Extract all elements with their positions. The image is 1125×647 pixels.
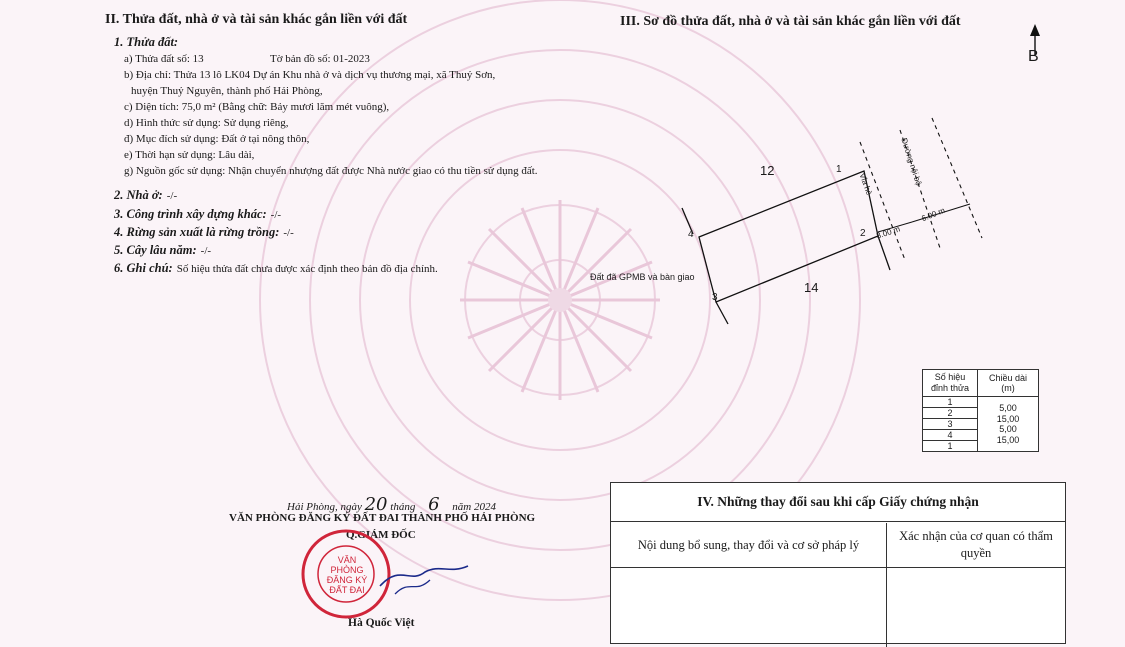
note-row bbox=[114, 259, 438, 277]
point-3-label: 3 bbox=[712, 292, 718, 303]
north-label: B bbox=[1028, 48, 1039, 65]
changes-column-authority: Xác nhận của cơ quan có thẩm quyền bbox=[887, 523, 1065, 568]
road-edge-1 bbox=[857, 142, 905, 260]
adjacent-line-bottom bbox=[716, 302, 728, 324]
map-sheet-number: Tờ bản đồ số: 01-2023 bbox=[270, 53, 370, 65]
edge-length-table bbox=[922, 369, 1039, 452]
construction-value: -/- bbox=[270, 209, 282, 221]
perennial-row bbox=[114, 241, 211, 259]
length-value: 15,00 bbox=[996, 413, 1020, 424]
header-length: Chiều dài (m) bbox=[978, 370, 1039, 397]
date-year: năm 2024 bbox=[452, 501, 496, 513]
perennial-value: -/- bbox=[200, 245, 212, 257]
date-month: 6 bbox=[428, 494, 440, 515]
stamp-line-1: VĂN PHÒNG bbox=[330, 555, 364, 575]
length-cell bbox=[978, 397, 1039, 452]
changes-column-content: Nội dung bổ sung, thay đổi và cơ sở pháp lý bbox=[611, 523, 887, 568]
point-2-label: 2 bbox=[860, 228, 866, 239]
signer-role: Q.GIÁM ĐỐC bbox=[346, 529, 416, 541]
stamp-text bbox=[321, 555, 373, 595]
point-cell: 2 bbox=[923, 408, 978, 419]
forest-value: -/- bbox=[283, 227, 294, 239]
dim-3m-label: 3.00 m bbox=[875, 224, 902, 241]
house-label: 2. Nhà ở: bbox=[114, 188, 163, 202]
date-month-word: tháng bbox=[390, 501, 416, 513]
construction-row bbox=[114, 205, 281, 223]
length-value: 5,00 bbox=[999, 403, 1017, 413]
note-value: Số hiệu thửa đất chưa được xác định theo bản đồ địa chính. bbox=[176, 263, 438, 275]
sidewalk-edge bbox=[878, 236, 890, 270]
office-name: VĂN PHÒNG ĐĂNG KÝ ĐẤT ĐAI THÀNH PHỐ HẢI PHÒNG bbox=[229, 512, 536, 524]
parcel-number: a) Thửa đất số: 13 bbox=[124, 53, 204, 65]
parcel-12-label: 12 bbox=[760, 163, 775, 178]
point-cell: 4 bbox=[923, 430, 978, 441]
section-2-title: II. Thửa đất, nhà ở và tài sản khác gắn liền với đất bbox=[105, 12, 408, 27]
use-purpose: đ) Mục đích sử dụng: Đất ở tại nông thôn, bbox=[124, 133, 310, 145]
forest-row bbox=[114, 223, 294, 241]
section-3-title: III. Sơ đồ thửa đất, nhà ở và tài sản khác gắn liền với đất bbox=[620, 14, 961, 29]
header-point: Số hiệu đỉnh thửa bbox=[923, 370, 978, 397]
perennial-label: 5. Cây lâu năm: bbox=[114, 243, 197, 257]
point-1-label: 1 bbox=[836, 164, 842, 175]
use-term: e) Thời hạn sử dụng: Lâu dài, bbox=[124, 149, 255, 161]
point-cell: 1 bbox=[923, 397, 978, 408]
construction-label: 3. Công trình xây dựng khác: bbox=[114, 207, 267, 221]
point-cell: 1 bbox=[923, 441, 978, 452]
section-4-title: IV. Những thay đổi sau khi cấp Giấy chứng nhận bbox=[611, 483, 1065, 522]
date-prefix: Hải Phòng, ngày bbox=[287, 501, 362, 513]
road-label: Đường nội bộ bbox=[899, 137, 924, 187]
address-line-1: b) Địa chỉ: Thửa 13 lô LK04 Dự án Khu nhà ở và dịch vụ thương mại, xã Thuỷ Sơn, bbox=[124, 69, 496, 81]
forest-label: 4. Rừng sản xuất là rừng trồng: bbox=[114, 225, 280, 239]
changes-column-divider bbox=[886, 567, 887, 647]
use-origin: g) Nguồn gốc sử dụng: Nhận chuyển nhượng đất được Nhà nước giao có thu tiền sử dụng đất. bbox=[124, 165, 538, 177]
length-value: 5,00 bbox=[999, 424, 1017, 434]
dim-6m-label: 6.00 m bbox=[920, 205, 947, 224]
parcel-diagram bbox=[560, 110, 1000, 330]
point-4-label: 4 bbox=[688, 229, 694, 240]
parcel-14-label: 14 bbox=[804, 280, 819, 295]
length-value: 15,00 bbox=[996, 434, 1020, 445]
area: c) Diện tích: 75,0 m² (Bằng chữ: Bảy mươi lăm mét vuông), bbox=[124, 101, 390, 113]
address-line-2: huyện Thuỷ Nguyên, thành phố Hải Phòng, bbox=[131, 85, 323, 97]
land-heading: 1. Thửa đất: bbox=[114, 35, 179, 49]
gpmb-label: Đất đã GPMB và bàn giao bbox=[590, 272, 695, 282]
note-label: 6. Ghi chú: bbox=[114, 261, 173, 275]
date-day: 20 bbox=[364, 494, 388, 515]
parcel-outline bbox=[699, 171, 878, 302]
stamp-line-3: ĐẤT ĐAI bbox=[329, 585, 365, 595]
road-edge-3 bbox=[932, 118, 982, 238]
house-value: -/- bbox=[166, 190, 178, 202]
sidewalk-label: Vỉa hè bbox=[857, 172, 874, 197]
point-cell: 3 bbox=[923, 419, 978, 430]
use-form: d) Hình thức sử dụng: Sử dụng riêng, bbox=[124, 117, 289, 129]
house-row bbox=[114, 186, 177, 204]
stamp-line-2: ĐĂNG KÝ bbox=[326, 575, 368, 585]
signer-name: Hà Quốc Việt bbox=[348, 617, 415, 629]
changes-box bbox=[610, 482, 1066, 644]
